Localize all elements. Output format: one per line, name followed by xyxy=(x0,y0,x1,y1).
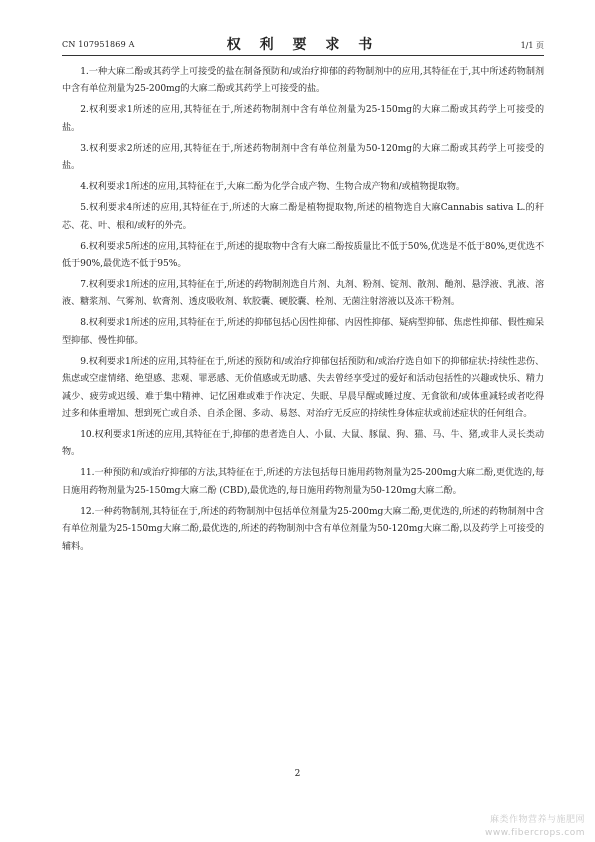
watermark-url: www.fibercrops.com xyxy=(485,828,585,838)
claim-6: 6.权利要求5所述的应用,其特征在于,所述的提取物中含有大麻二酚按质量比不低于50%,优选是不低于80%,更优选不低于90%,最优选不低于95%。 xyxy=(62,241,544,270)
claim-11: 11.一种预防和/或治疗抑郁的方法,其特征在于,所述的方法包括每日施用药物剂量为25-200mg大麻二酚,更优选的,每日施用药物剂量为25-150mg大麻二酚 (CBD),最优选的,每日施用药物剂量为50-120mg大麻二酚。 xyxy=(62,468,544,496)
claims-list xyxy=(62,64,544,560)
claim-7: 7.权利要求1所述的应用,其特征在于,所述的药物制剂选自片剂、丸剂、粉剂、锭剂、散剂、酏剂、悬浮液、乳液、溶液、糖浆剂、气雾剂、软膏剂、透皮吸收剂、软胶囊、硬胶囊、栓剂、无菌注射溶液以及冻干粉剂。 xyxy=(62,280,544,308)
claim-9: 9.权利要求1所述的应用,其特征在于,所述的预防和/或治疗抑郁包括预防和/或治疗选自如下的抑郁症状:持续性悲伤、焦虑或空虚情绪、绝望感、悲观、罪恶感、无价值感或无助感、失去曾经享受过的爱好和活动包括性的兴趣或快乐、精力减少、疲劳或迟缓、难于集中精神、记忆困难或难于作决定、失眠、早晨早醒或睡过度、无食欲和/或体重减轻或者吃得过多和体重增加、想到死亡或自杀、自杀企图、多动、易怒、对治疗无反应的持续性身体症状或前述症状的任何组合。 xyxy=(62,356,544,420)
claim-1: 1.一种大麻二酚或其药学上可接受的盐在制备预防和/或治疗抑郁的药物制剂中的应用,其特征在于,其中所述药物制剂中含有单位剂量为25-200mg的大麻二酚或其药学上可接受的盐。 xyxy=(62,67,544,95)
claim-3: 3.权利要求2所述的应用,其特征在于,所述药物制剂中含有单位剂量为50-120mg的大麻二酚或其药学上可接受的盐。 xyxy=(62,143,544,172)
publication-number: CN 107951869 A xyxy=(62,40,135,49)
claim-2: 2.权利要求1所述的应用,其特征在于,所述药物制剂中含有单位剂量为25-150mg的大麻二酚或其药学上可接受的盐。 xyxy=(62,105,544,133)
page-indicator: 1/1 页 xyxy=(520,41,544,50)
claim-8: 8.权利要求1所述的应用,其特征在于,所述的抑郁包括心因性抑郁、内因性抑郁、疑病型抑郁、焦虑性抑郁、假性痴呆型抑郁、慢性抑郁。 xyxy=(62,318,544,346)
claim-4: 4.权利要求1所述的应用,其特征在于,大麻二酚为化学合成产物、生物合成产物和/或植物提取物。 xyxy=(80,182,465,193)
page-number: 2 xyxy=(294,769,301,779)
watermark xyxy=(485,814,585,840)
claim-12: 12.一种药物制剂,其特征在于,所述的药物制剂中包括单位剂量为25-200mg大麻二酚,更优选的,所述的药物制剂中含有单位剂量为25-150mg大麻二酚,最优选的,所述的药物制剂中含有单位剂量为50-120mg大麻二酚,以及药学上可接受的辅料。 xyxy=(62,506,544,552)
watermark-site-name: 麻类作物营养与施肥网 xyxy=(489,815,585,825)
claim-5: 5.权利要求4所述的应用,其特征在于,所述的大麻二酚是植物提取物,所述的植物选自大麻Cannabis sativa L.的秆芯、花、叶、根和/或籽的外壳。 xyxy=(62,203,544,231)
claim-10: 10.权利要求1所述的应用,其特征在于,抑郁的患者选自人、小鼠、大鼠、豚鼠、狗、猫、马、牛、猪,或非人灵长类动物。 xyxy=(62,430,544,458)
document-title: 权 利 要 求 书 xyxy=(226,37,380,53)
page-header xyxy=(62,33,544,56)
